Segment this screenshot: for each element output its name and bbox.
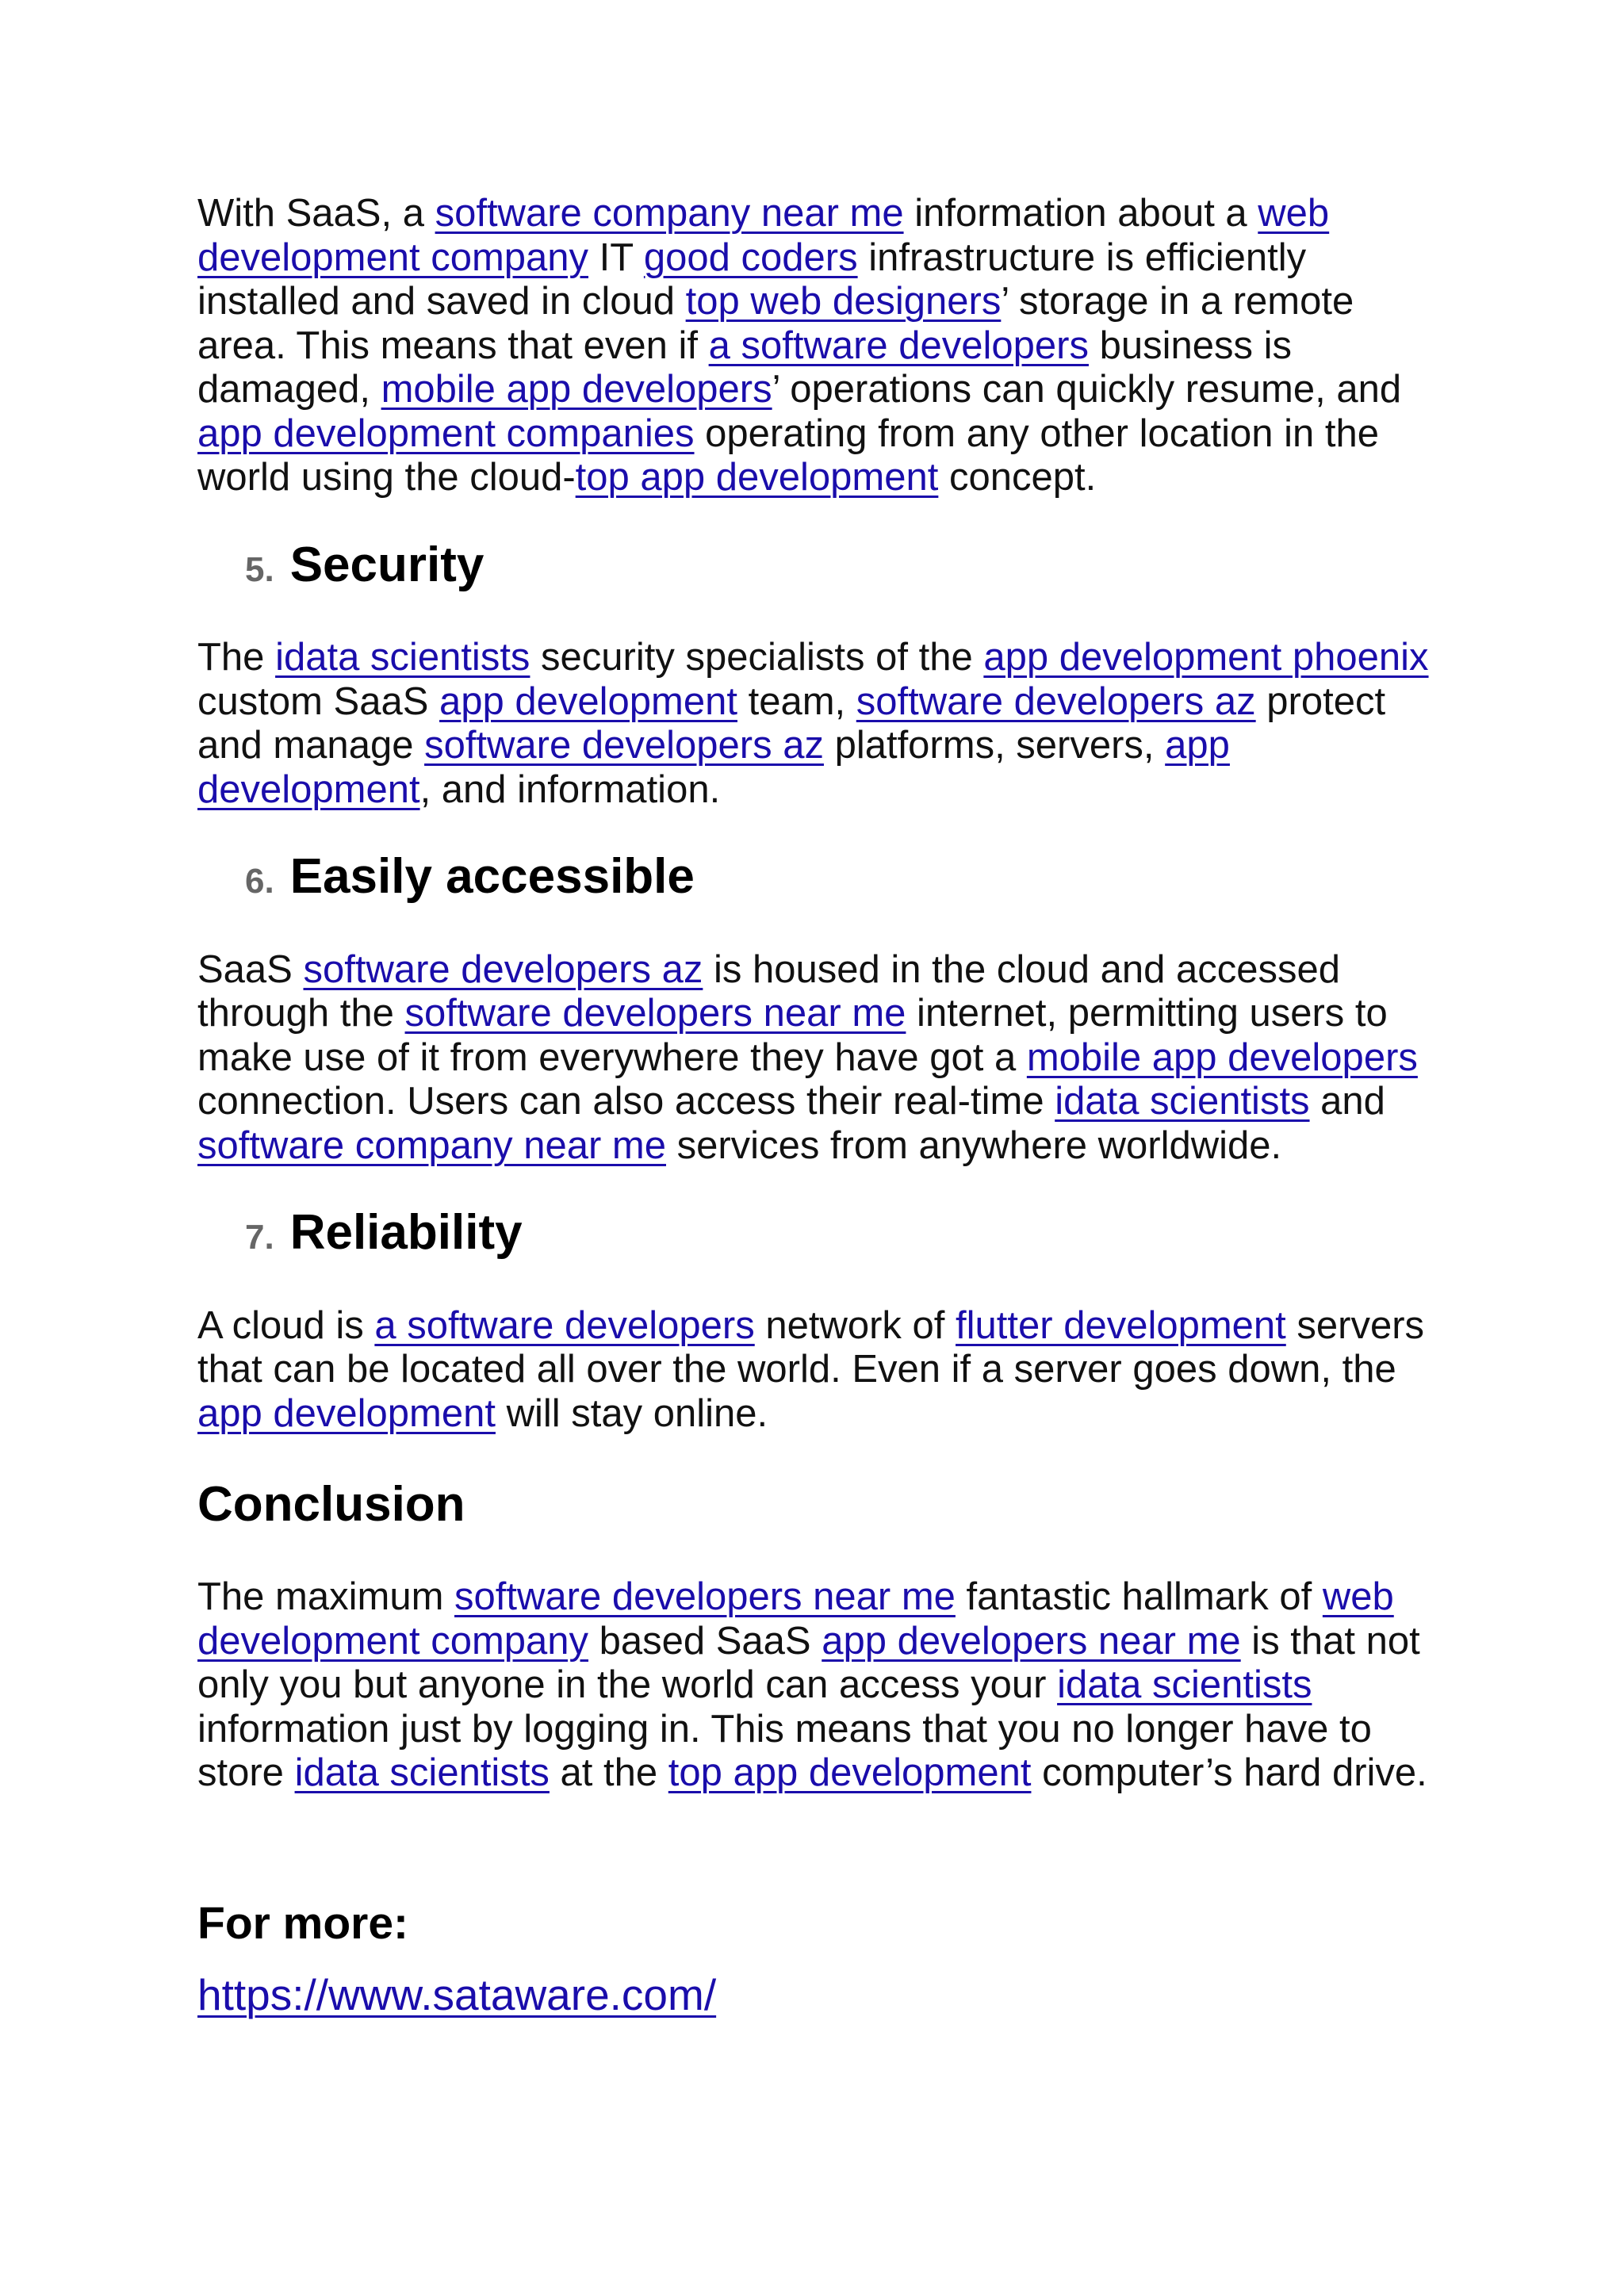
list-number: 6.	[245, 862, 274, 901]
inline-link[interactable]: idata scientists	[1055, 1080, 1310, 1123]
intro-paragraph: With SaaS, a software company near me information about a web development company IT good coders infrastructure is efficiently installed and saved in cloud top web designers’ storage in a remote area. This means that even if a software developers business is damaged, mobile app developers’ operations can quickly resume, and app development companies operating from any other location in the world using the cloud-top app development concept.	[197, 192, 1402, 499]
list-number: 5.	[245, 549, 274, 589]
section-heading-accessible	[245, 849, 1434, 904]
inline-link[interactable]: app development	[197, 724, 1230, 811]
inline-link[interactable]: top app development	[575, 456, 939, 499]
inline-link[interactable]: app development companies	[197, 411, 695, 455]
accessible-paragraph: SaaS software developers az is housed in the cloud and accessed through the software developers near me internet, permitting users to make use of it from everywhere they have got a mobile app developers connection. Users can also access their real-time idata scientists and software company near me services from anywhere worldwide.	[197, 947, 1418, 1167]
inline-link[interactable]: top web designers	[685, 280, 1002, 323]
list-number: 7.	[245, 1218, 274, 1257]
inline-link[interactable]: mobile app developers	[381, 368, 772, 411]
inline-link[interactable]: web development company	[197, 1575, 1394, 1663]
inline-link[interactable]: app development phoenix	[983, 636, 1429, 679]
inline-link[interactable]: software company near me	[197, 1123, 666, 1167]
inline-link[interactable]: idata scientists	[1057, 1663, 1312, 1706]
inline-link[interactable]: software developers near me	[404, 992, 906, 1035]
inline-link[interactable]: flutter development	[956, 1303, 1286, 1347]
inline-link[interactable]: a software developers	[374, 1303, 755, 1347]
conclusion-heading: Conclusion	[197, 1477, 465, 1532]
inline-link[interactable]: app development	[197, 1391, 496, 1435]
website-link[interactable]: https://www.sataware.com/	[197, 1969, 717, 2019]
inline-link[interactable]: idata scientists	[275, 636, 530, 679]
for-more-label: For more:	[197, 1897, 409, 1949]
conclusion-paragraph: The maximum software developers near me fantastic hallmark of web development company based SaaS app developers near me is that not only you but anyone in the world can access your idata scientists information just by logging in. This means that you no longer have to store idata scientists at the top app development computer’s hard drive.	[197, 1575, 1427, 1794]
inline-link[interactable]: idata scientists	[294, 1751, 550, 1794]
document-body	[197, 192, 1434, 2019]
inline-link[interactable]: software developers az	[303, 947, 703, 991]
inline-link[interactable]: mobile app developers	[1026, 1035, 1418, 1079]
inline-link[interactable]: software developers az	[424, 724, 824, 767]
section-heading-security	[245, 537, 1434, 592]
heading-text: Reliability	[289, 1205, 523, 1260]
inline-link[interactable]: top app development	[668, 1751, 1032, 1794]
section-heading-reliability	[245, 1205, 1434, 1260]
security-paragraph: The idata scientists security specialists of the app development phoenix custom SaaS app development team, software developers az protect and manage software developers az platforms, servers, app development, and information.	[197, 636, 1429, 811]
inline-link[interactable]: software developers az	[856, 679, 1256, 723]
inline-link[interactable]: software company near me	[435, 192, 904, 235]
heading-text: Security	[289, 537, 485, 592]
inline-link[interactable]: web development company	[197, 192, 1330, 279]
inline-link[interactable]: good coders	[643, 235, 858, 279]
heading-text: Easily accessible	[289, 849, 695, 904]
reliability-paragraph: A cloud is a software developers network of flutter development servers that can be located all over the world. Even if a server goes down, the app development will stay online.	[197, 1303, 1425, 1435]
inline-link[interactable]: app developers near me	[822, 1619, 1241, 1663]
inline-link[interactable]: software developers near me	[454, 1575, 956, 1618]
inline-link[interactable]: a software developers	[708, 323, 1089, 367]
inline-link[interactable]: app development	[439, 679, 737, 723]
